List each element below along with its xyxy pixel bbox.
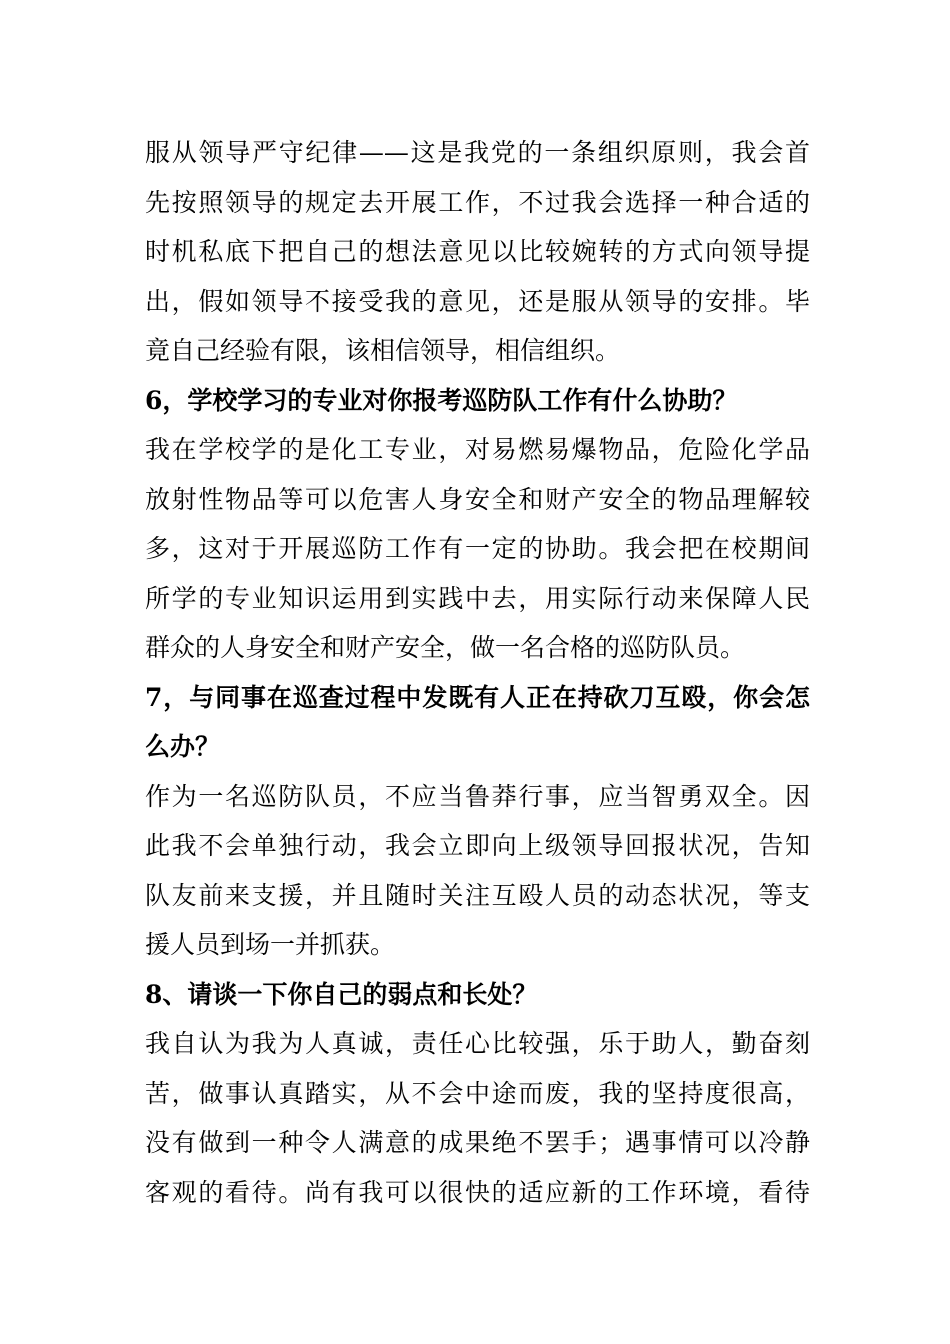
paragraph-line: 此我不会单独行动，我会立即向上级领导回报状况，告知: [145, 831, 810, 860]
question-heading-7: 7，与同事在巡查过程中发既有人正在持砍刀互殴，你会怎: [145, 682, 810, 712]
paragraph-line: 苦，做事认真踏实，从不会中途而废，我的坚持度很高，: [145, 1078, 810, 1108]
paragraph-line: 援人员到场一并抓获。: [145, 930, 396, 959]
paragraph-line: 时机私底下把自己的想法意见以比较婉转的方式向领导提: [145, 237, 810, 266]
paragraph-line: 放射性物品等可以危害人身安全和财产安全的物品理解较: [145, 484, 810, 514]
paragraph-line: 客观的看待。尚有我可以很快的适应新的工作环境，看待: [145, 1177, 810, 1207]
question-heading-6: 6，学校学习的专业对你报考巡防队工作有什么协助？: [145, 385, 738, 415]
paragraph-line: 多，这对于开展巡防工作有一定的协助。我会把在校期间: [145, 534, 810, 563]
paragraph-line: 服从领导严守纪律——这是我党的一条组织原则，我会首: [145, 138, 810, 167]
paragraph-line: 我在学校学的是化工专业，对易燃易爆物品，危险化学品: [145, 435, 810, 464]
paragraph-line: 竟自己经验有限，该相信领导，相信组织。: [145, 336, 621, 365]
paragraph-line: 我自认为我为人真诚，责任心比较强，乐于助人，勤奋刻: [145, 1029, 810, 1058]
paragraph-line: 没有做到一种令人满意的成果绝不罢手；遇事情可以冷静: [145, 1128, 810, 1157]
question-heading-7-continued: 么办？: [145, 732, 221, 761]
paragraph-line: 先按照领导的规定去开展工作，不过我会选择一种合适的: [145, 187, 810, 217]
paragraph-line: 作为一名巡防队员，不应当鲁莽行事，应当智勇双全。因: [145, 781, 810, 811]
paragraph-line: 出，假如领导不接受我的意见，还是服从领导的安排。毕: [145, 286, 810, 316]
paragraph-line: 队友前来支援，并且随时关注互殴人员的动态状况，等支: [145, 880, 810, 910]
document-body: [145, 128, 810, 1217]
paragraph-line: 所学的专业知识运用到实践中去，用实际行动来保障人民: [145, 583, 810, 613]
question-heading-8: 8、请谈一下你自己的弱点和长处？: [145, 979, 538, 1009]
paragraph-line: 群众的人身安全和财产安全，做一名合格的巡防队员。: [145, 633, 746, 662]
